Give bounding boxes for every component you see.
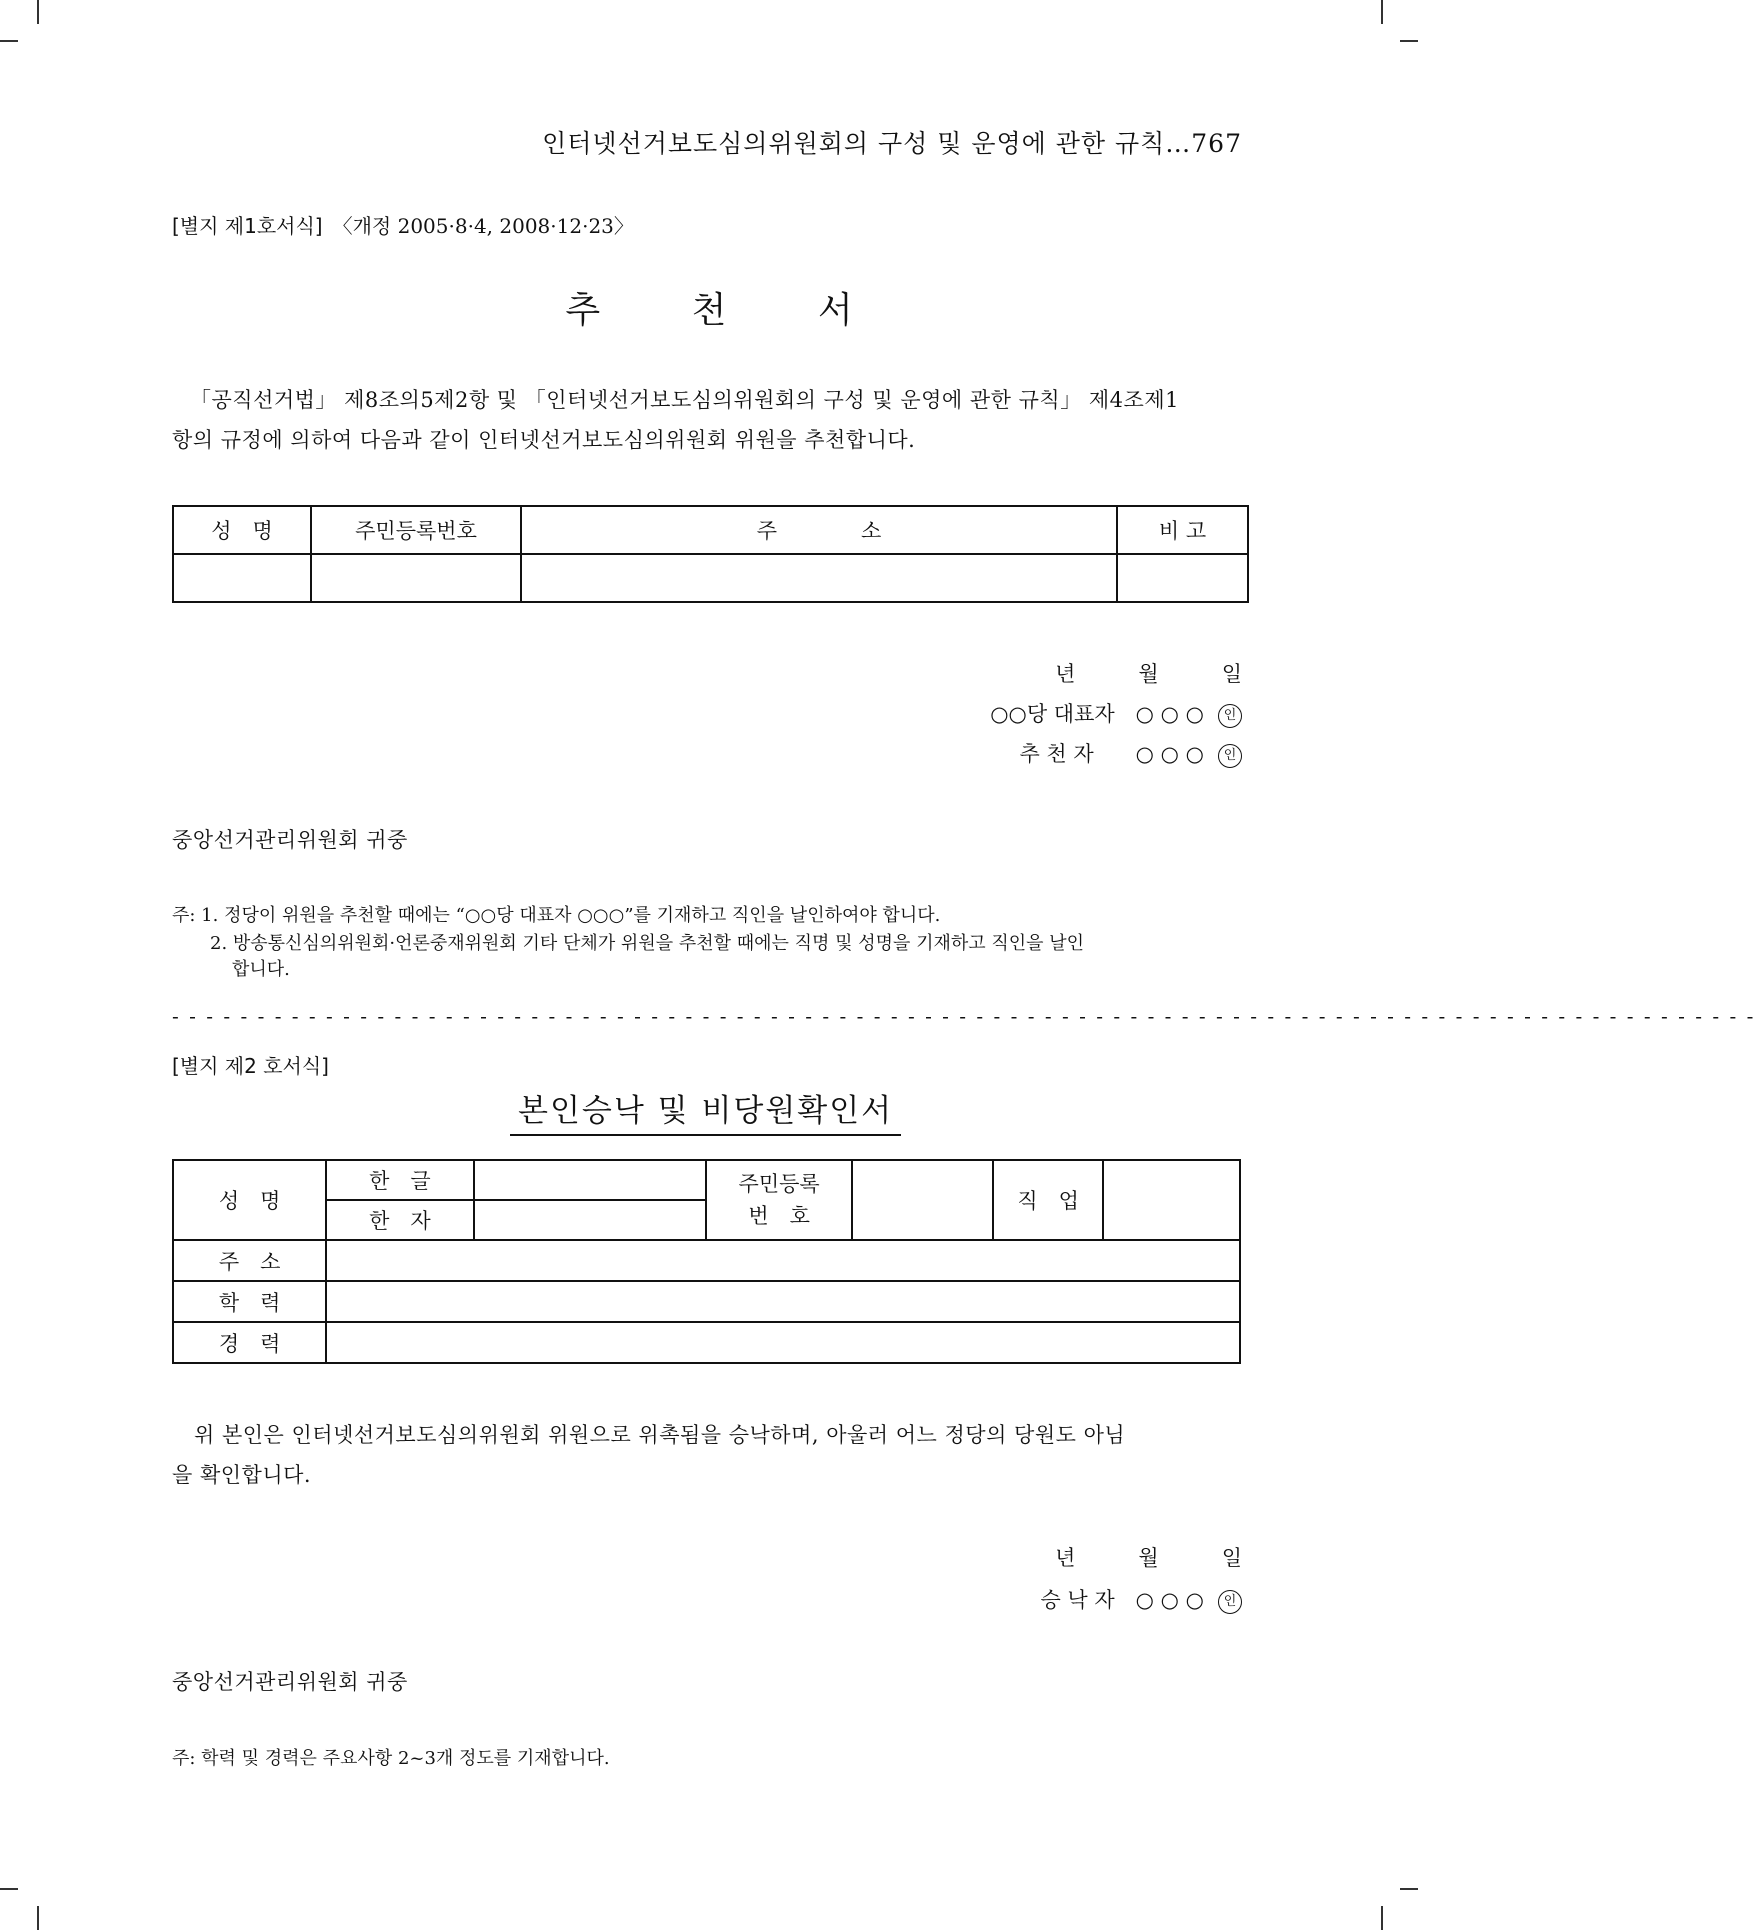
label-job: 직 업 (993, 1160, 1103, 1240)
crop-mark (0, 40, 18, 42)
label-hanja: 한 자 (326, 1200, 473, 1240)
header-remarks: 비 고 (1117, 506, 1248, 554)
seal-icon: 인 (1218, 704, 1242, 728)
crop-mark (0, 1888, 18, 1890)
consenter: 승 낙 자 ○ ○ ○ (1040, 1588, 1204, 1612)
form1-tag: [별지 제1호서식] (172, 214, 323, 238)
education-field[interactable] (326, 1281, 1240, 1322)
label-education: 학 력 (173, 1281, 326, 1322)
form1-revision: 〈개정 2005·8·4, 2008·12·23〉 (332, 214, 634, 238)
form2-recipient: 중앙선거관리위원회 귀중 (172, 1670, 408, 1694)
form2-tag: [별지 제2 호서식] (172, 1054, 329, 1078)
crop-mark (1381, 0, 1383, 24)
rrn-field[interactable] (852, 1160, 993, 1240)
form2-note: 주: 학력 및 경력은 주요사항 2~3개 정도를 기재합니다. (172, 1748, 610, 1769)
form2-body (172, 1415, 1252, 1495)
party-rep: ○○당 대표자 ○ ○ ○ (990, 702, 1204, 726)
form2-body-line2: 을 확인합니다. (172, 1463, 312, 1487)
form1-date: 년 월 일 (1055, 662, 1242, 686)
header-address: 주 소 (521, 506, 1117, 554)
recommender-line (1019, 738, 1242, 768)
consent-table (172, 1159, 1241, 1364)
form2-body-line1: 위 본인은 인터넷선거보도심의위원회 위원으로 위촉됨을 승낙하며, 아울러 어느 정당의 당원도 아님 (194, 1423, 1126, 1447)
remarks-field[interactable] (1117, 554, 1248, 602)
rrn-field[interactable] (311, 554, 521, 602)
recommender: 추 천 자 ○ ○ ○ (1019, 742, 1204, 766)
hanja-name-field[interactable] (474, 1200, 706, 1240)
crop-mark (37, 1906, 39, 1930)
name-field[interactable] (173, 554, 311, 602)
form2-title: 본인승낙 및 비당원확인서 (510, 1085, 901, 1136)
consenter-line (1040, 1584, 1242, 1614)
label-career: 경 력 (173, 1322, 326, 1363)
crop-mark (1400, 1888, 1418, 1890)
party-rep-line (990, 698, 1242, 728)
form1-title: 추 천 서 (565, 290, 893, 331)
address-field[interactable] (521, 554, 1117, 602)
form1-intro-line2: 항의 규정에 의하여 다음과 같이 인터넷선거보도심의위원회 위원을 추천합니다. (172, 428, 916, 452)
label-hangul: 한 글 (326, 1160, 473, 1200)
form1-intro-line1: 「공직선거법」 제8조의5제2항 및 「인터넷선거보도심의위원회의 구성 및 운영에 관한 규칙」 제4조제1 (190, 388, 1179, 412)
label-address: 주 소 (173, 1240, 326, 1281)
recommendation-table (172, 505, 1249, 603)
form1-note-2: 2. 방송통신심의위원회·언론중재위원회 기타 단체가 위원을 추천할 때에는 직명 및 성명을 기재하고 직인을 날인 (210, 933, 1085, 954)
label-name: 성 명 (173, 1160, 326, 1240)
header-rrn: 주민등록번호 (311, 506, 521, 554)
label-rrn-line1: 주민등록 (738, 1172, 820, 1196)
form1-recipient: 중앙선거관리위원회 귀중 (172, 828, 408, 852)
address-field[interactable] (326, 1240, 1240, 1281)
seal-icon: 인 (1218, 744, 1242, 768)
career-field[interactable] (326, 1322, 1240, 1363)
cut-line: - - - - - - - - - - - - - - - - - - - - - - - - - - - - - - - - - - - - - - - - - - - - - - - - - - - - - - - - - - - - - - - - - - - - - - - - - - - - - - - - - - - - - - - - - - - - - (172, 1004, 1755, 1028)
crop-mark (1381, 1906, 1383, 1930)
form1-tag-line (172, 210, 634, 239)
form1-intro (172, 380, 1252, 460)
seal-icon: 인 (1218, 1590, 1242, 1614)
job-field[interactable] (1103, 1160, 1240, 1240)
label-rrn-line2: 번 호 (748, 1204, 810, 1228)
crop-mark (1400, 40, 1418, 42)
label-rrn (706, 1160, 852, 1240)
form1-note-2-cont: 합니다. (232, 959, 290, 980)
form1-note-1: 주: 1. 정당이 위원을 추천할 때에는 “○○당 대표자 ○○○”를 기재하고 직인을 날인하여야 합니다. (172, 905, 941, 926)
hangul-name-field[interactable] (474, 1160, 706, 1200)
running-header: 인터넷선거보도심의위원회의 구성 및 운영에 관한 규칙…767 (542, 129, 1242, 158)
crop-mark (37, 0, 39, 24)
header-name: 성 명 (173, 506, 311, 554)
form2-date: 년 월 일 (1055, 1546, 1242, 1570)
